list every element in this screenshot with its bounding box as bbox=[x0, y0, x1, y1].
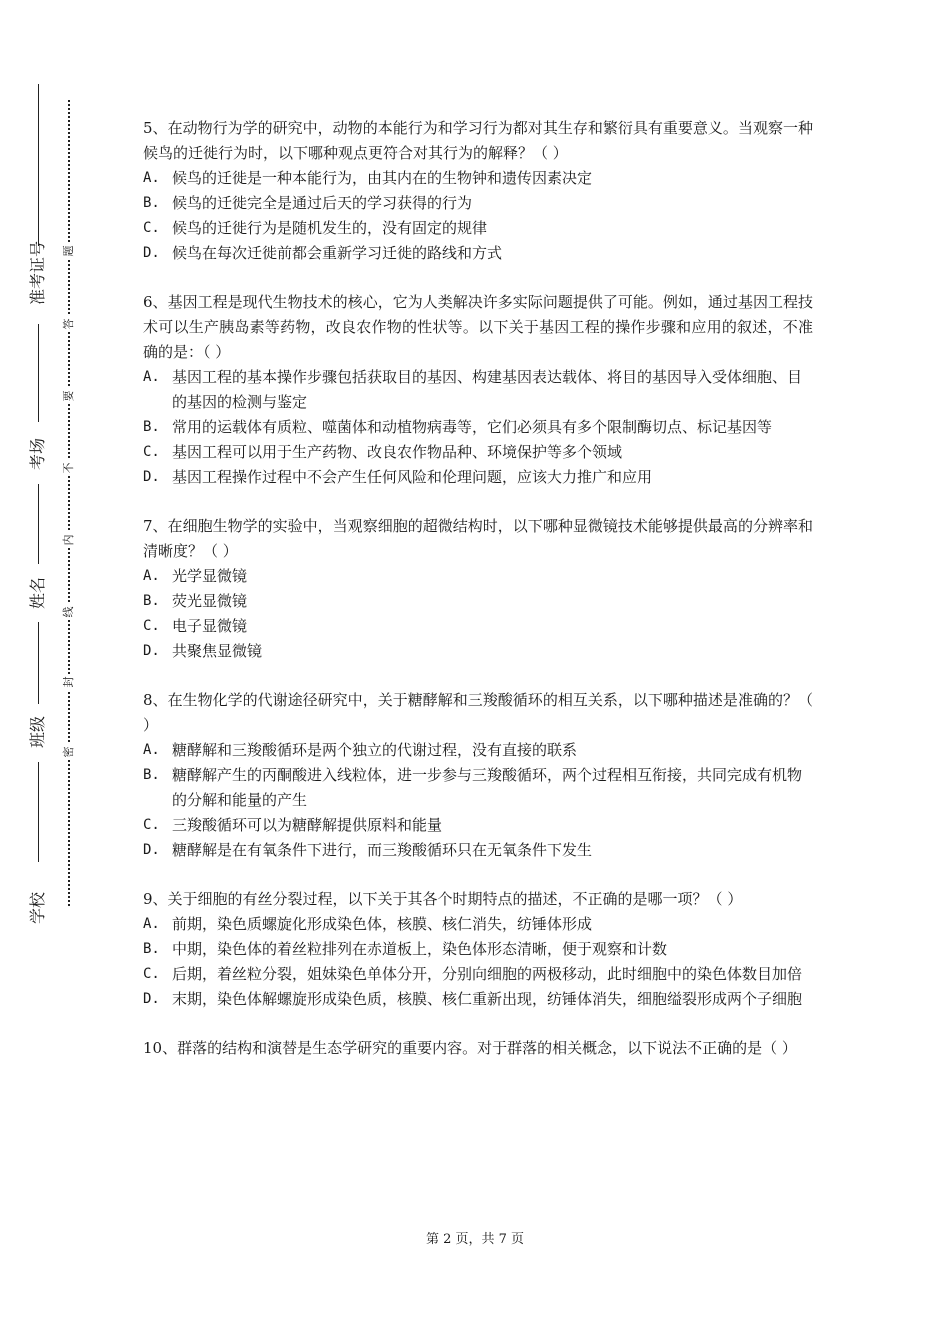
option-letter: D. bbox=[143, 469, 160, 485]
field-line-kc bbox=[38, 484, 39, 564]
option-letter: D. bbox=[143, 643, 160, 659]
field-label-kc: 考场 bbox=[28, 438, 47, 471]
option-a bbox=[143, 166, 813, 191]
question-stem: 6、基因工程是现代生物技术的核心，它为人类解决许多实际问题提供了可能。例如，通过基因工程技术可以生产胰岛素等药物，改良农作物的性状等。以下关于基因工程的操作步骤和应用的叙述，不准确的是：（ ） bbox=[143, 293, 813, 361]
option-text: 候鸟的迁徙是一种本能行为，由其内在的生物钟和遗传因素决定 bbox=[172, 169, 593, 187]
question-list bbox=[143, 116, 813, 1085]
seal-char-xian: 线 bbox=[61, 604, 77, 620]
option-d bbox=[143, 465, 813, 490]
binding-margin bbox=[0, 0, 120, 1344]
option-text: 糖酵解产生的丙酮酸进入线粒体，进一步参与三羧酸循环，两个过程相互衔接，共同完成有机物的分解和能量的产生 bbox=[172, 766, 803, 809]
field-label-xm: 姓名 bbox=[28, 577, 47, 610]
option-letter: A. bbox=[143, 742, 160, 758]
option-text: 中期，染色体的着丝粒排列在赤道板上，染色体形态清晰，便于观察和计数 bbox=[172, 940, 668, 958]
option-letter: B. bbox=[143, 195, 160, 211]
option-a bbox=[143, 912, 813, 937]
option-letter: B. bbox=[143, 767, 160, 783]
option-d bbox=[143, 241, 813, 266]
option-text: 糖酵解和三羧酸循环是两个独立的代谢过程，没有直接的联系 bbox=[172, 741, 578, 759]
question-9 bbox=[143, 887, 813, 1012]
option-letter: C. bbox=[143, 966, 160, 982]
field-label-bj: 班级 bbox=[28, 716, 47, 749]
question-5 bbox=[143, 116, 813, 266]
option-text: 常用的运载体有质粒、噬菌体和动植物病毒等，它们必须具有多个限制酶切点、标记基因等 bbox=[172, 418, 773, 436]
option-text: 电子显微镜 bbox=[172, 617, 248, 635]
option-c bbox=[143, 813, 813, 838]
option-letter: C. bbox=[143, 817, 160, 833]
option-b bbox=[143, 763, 813, 813]
option-text: 基因工程操作过程中不会产生任何风险和伦理问题，应该大力推广和应用 bbox=[172, 468, 653, 486]
option-d bbox=[143, 639, 813, 664]
question-7 bbox=[143, 514, 813, 664]
seal-char-da: 答 bbox=[61, 316, 77, 332]
field-line-top bbox=[38, 84, 39, 246]
option-text: 候鸟在每次迁徙前都会重新学习迁徙的路线和方式 bbox=[172, 244, 503, 262]
option-letter: A. bbox=[143, 916, 160, 932]
option-text: 末期，染色体解螺旋形成染色质，核膜、核仁重新出现，纺锤体消失，细胞缢裂形成两个子细胞 bbox=[172, 990, 803, 1008]
option-text: 前期，染色质螺旋化形成染色体，核膜、核仁消失，纺锤体形成 bbox=[172, 915, 593, 933]
seal-char-feng: 封 bbox=[61, 674, 77, 690]
option-c bbox=[143, 962, 813, 987]
option-d bbox=[143, 987, 813, 1012]
question-10 bbox=[143, 1036, 813, 1061]
option-letter: C. bbox=[143, 444, 160, 460]
option-letter: D. bbox=[143, 245, 160, 261]
option-letter: B. bbox=[143, 941, 160, 957]
question-stem: 7、在细胞生物学的实验中，当观察细胞的超微结构时，以下哪种显微镜技术能够提供最高的分辨率和清晰度？（ ） bbox=[143, 517, 813, 560]
option-b bbox=[143, 937, 813, 962]
option-letter: A. bbox=[143, 568, 160, 584]
option-text: 三羧酸循环可以为糖酵解提供原料和能量 bbox=[172, 816, 443, 834]
question-6 bbox=[143, 290, 813, 490]
field-line-bj bbox=[38, 762, 39, 862]
seal-char-yao: 要 bbox=[61, 388, 77, 404]
option-c bbox=[143, 216, 813, 241]
option-letter: C. bbox=[143, 618, 160, 634]
option-letter: C. bbox=[143, 220, 160, 236]
option-a bbox=[143, 564, 813, 589]
option-d bbox=[143, 838, 813, 863]
option-b bbox=[143, 589, 813, 614]
question-stem: 10、群落的结构和演替是生态学研究的重要内容。对于群落的相关概念，以下说法不正确的是（ ） bbox=[143, 1039, 797, 1057]
page-number: 第 2 页，共 7 页 bbox=[425, 1232, 525, 1247]
option-text: 荧光显微镜 bbox=[172, 592, 248, 610]
option-letter: A. bbox=[143, 369, 160, 385]
option-text: 光学显微镜 bbox=[172, 567, 248, 585]
field-label-xx: 学校 bbox=[28, 892, 47, 925]
question-stem: 9、关于细胞的有丝分裂过程，以下关于其各个时期特点的描述，不正确的是哪一项？（ ） bbox=[143, 890, 743, 908]
seal-char-bu: 不 bbox=[61, 460, 77, 476]
option-text: 糖酵解是在有氧条件下进行，而三羧酸循环只在无氧条件下发生 bbox=[172, 841, 593, 859]
option-c bbox=[143, 614, 813, 639]
option-text: 基因工程可以用于生产药物、改良农作物品种、环境保护等多个领域 bbox=[172, 443, 623, 461]
option-text: 候鸟的迁徙行为是随机发生的，没有固定的规律 bbox=[172, 219, 488, 237]
seal-dotted-line bbox=[68, 100, 70, 906]
option-text: 候鸟的迁徙完全是通过后天的学习获得的行为 bbox=[172, 194, 473, 212]
seal-char-ti: 题 bbox=[61, 243, 77, 259]
seal-char-nei: 内 bbox=[61, 532, 77, 548]
option-text: 共聚焦显微镜 bbox=[172, 642, 263, 660]
option-letter: B. bbox=[143, 593, 160, 609]
option-letter: D. bbox=[143, 991, 160, 1007]
option-a bbox=[143, 365, 813, 415]
option-b bbox=[143, 191, 813, 216]
field-line-xm bbox=[38, 622, 39, 704]
field-label-zkzh: 准考证号 bbox=[28, 240, 47, 305]
option-letter: B. bbox=[143, 419, 160, 435]
question-stem: 8、在生物化学的代谢途径研究中，关于糖酵解和三羧酸循环的相互关系，以下哪种描述是准确的？（ ） bbox=[143, 691, 813, 734]
option-letter: A. bbox=[143, 170, 160, 186]
option-text: 后期，着丝粒分裂，姐妹染色单体分开，分别向细胞的两极移动，此时细胞中的染色体数目加倍 bbox=[172, 965, 803, 983]
field-line-zkzh bbox=[38, 324, 39, 422]
option-letter: D. bbox=[143, 842, 160, 858]
question-8 bbox=[143, 688, 813, 863]
option-text: 基因工程的基本操作步骤包括获取目的基因、构建基因表达载体、将目的基因导入受体细胞、目的基因的检测与鉴定 bbox=[172, 368, 803, 411]
option-a bbox=[143, 738, 813, 763]
option-c bbox=[143, 440, 813, 465]
question-stem: 5、在动物行为学的研究中，动物的本能行为和学习行为都对其生存和繁衍具有重要意义。当观察一种候鸟的迁徙行为时，以下哪种观点更符合对其行为的解释？（ ） bbox=[143, 119, 813, 162]
seal-char-mi: 密 bbox=[61, 744, 77, 760]
option-b bbox=[143, 415, 813, 440]
